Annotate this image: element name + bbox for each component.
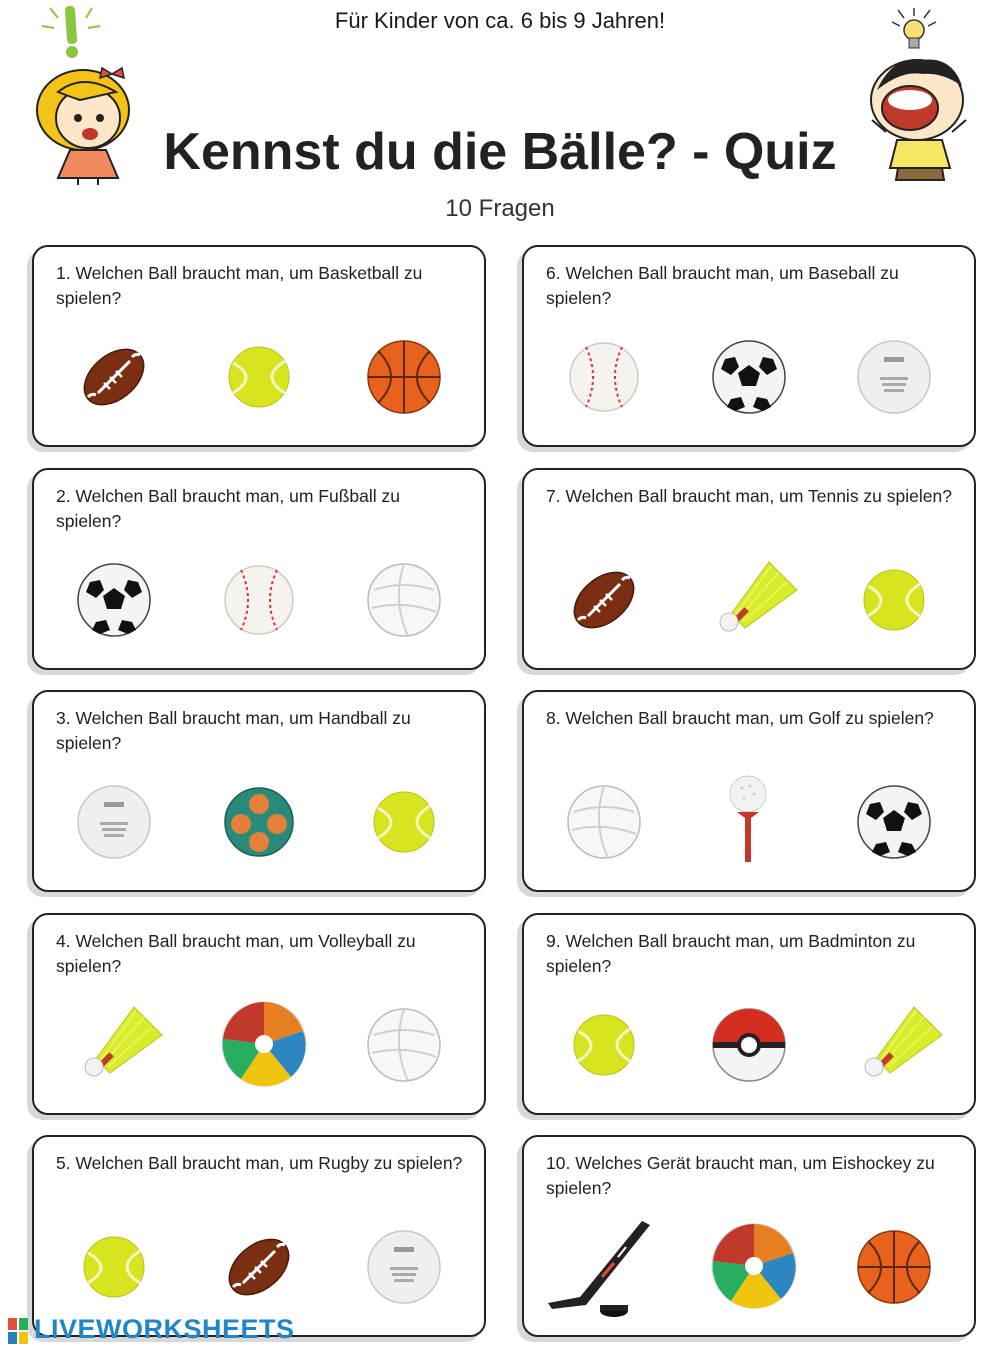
- tennisball-icon[interactable]: [564, 1005, 644, 1085]
- beachball-icon[interactable]: [219, 999, 309, 1089]
- question-text: 10. Welches Gerät braucht man, um Eishockey zu spielen?: [546, 1153, 935, 1198]
- question-card-3: [32, 690, 486, 892]
- question-text: 6. Welchen Ball braucht man, um Baseball zu spielen?: [546, 263, 899, 308]
- baseball-icon[interactable]: [219, 560, 299, 640]
- football-icon[interactable]: [564, 560, 644, 640]
- question-card-10: [522, 1135, 976, 1337]
- football-icon[interactable]: [74, 337, 154, 417]
- question-card-5: [32, 1135, 486, 1337]
- volleyball-icon[interactable]: [364, 560, 444, 640]
- pokeball-icon[interactable]: [709, 1005, 789, 1085]
- girl-character-icon: [28, 0, 138, 185]
- soccerball-icon[interactable]: [74, 560, 154, 640]
- volleyball-icon[interactable]: [564, 782, 644, 862]
- question-card-7: [522, 468, 976, 670]
- basketball-icon[interactable]: [854, 1227, 934, 1307]
- question-text: 7. Welchen Ball braucht man, um Tennis zu spielen?: [546, 486, 952, 506]
- basketball-icon[interactable]: [364, 337, 444, 417]
- question-text: 4. Welchen Ball braucht man, um Volleyball zu spielen?: [56, 931, 416, 976]
- tennisball-icon[interactable]: [364, 782, 444, 862]
- soccerball-icon[interactable]: [709, 337, 789, 417]
- question-text: 3. Welchen Ball braucht man, um Handball zu spielen?: [56, 708, 411, 753]
- question-card-2: [32, 468, 486, 670]
- handball-icon[interactable]: [74, 782, 154, 862]
- tennisball-icon[interactable]: [74, 1227, 154, 1307]
- shuttlecock-icon[interactable]: [74, 1001, 164, 1081]
- question-text: 2. Welchen Ball braucht man, um Fußball zu spielen?: [56, 486, 401, 531]
- question-text: 1. Welchen Ball braucht man, um Basketball zu spielen?: [56, 263, 423, 308]
- question-count: 10 Fragen: [445, 195, 555, 222]
- volleyball-icon[interactable]: [364, 1005, 444, 1085]
- question-card-6: [522, 245, 976, 447]
- football-icon[interactable]: [219, 1227, 299, 1307]
- question-text: 9. Welchen Ball braucht man, um Badminton zu spielen?: [546, 931, 916, 976]
- handball-icon[interactable]: [364, 1227, 444, 1307]
- logo-mark-icon: [8, 1318, 28, 1344]
- soccerball-icon[interactable]: [854, 782, 934, 862]
- hockeystick-icon[interactable]: [542, 1217, 662, 1327]
- question-text: 5. Welchen Ball braucht man, um Rugby zu spielen?: [56, 1153, 463, 1173]
- golfball-icon[interactable]: [723, 774, 773, 864]
- beachball-icon[interactable]: [709, 1221, 799, 1311]
- question-text: 8. Welchen Ball braucht man, um Golf zu spielen?: [546, 708, 934, 728]
- boy-character-icon: [862, 0, 977, 185]
- top-subtitle: Für Kinder von ca. 6 bis 9 Jahren!: [334, 8, 666, 33]
- question-card-4: [32, 913, 486, 1115]
- handball-icon[interactable]: [854, 337, 934, 417]
- tennisball-icon[interactable]: [219, 337, 299, 417]
- question-card-1: [32, 245, 486, 447]
- logo-text: LIVEWORKSHEETS: [34, 1314, 295, 1344]
- page-title: Kennst du die Bälle? - Quiz: [163, 123, 837, 181]
- shuttlecock-icon[interactable]: [854, 1001, 944, 1081]
- question-card-9: [522, 913, 976, 1115]
- tennisball-icon[interactable]: [854, 560, 934, 640]
- shuttlecock-icon[interactable]: [709, 556, 799, 636]
- baseball-icon[interactable]: [564, 337, 644, 417]
- question-card-8: [522, 690, 976, 892]
- hackysack-icon[interactable]: [219, 782, 299, 862]
